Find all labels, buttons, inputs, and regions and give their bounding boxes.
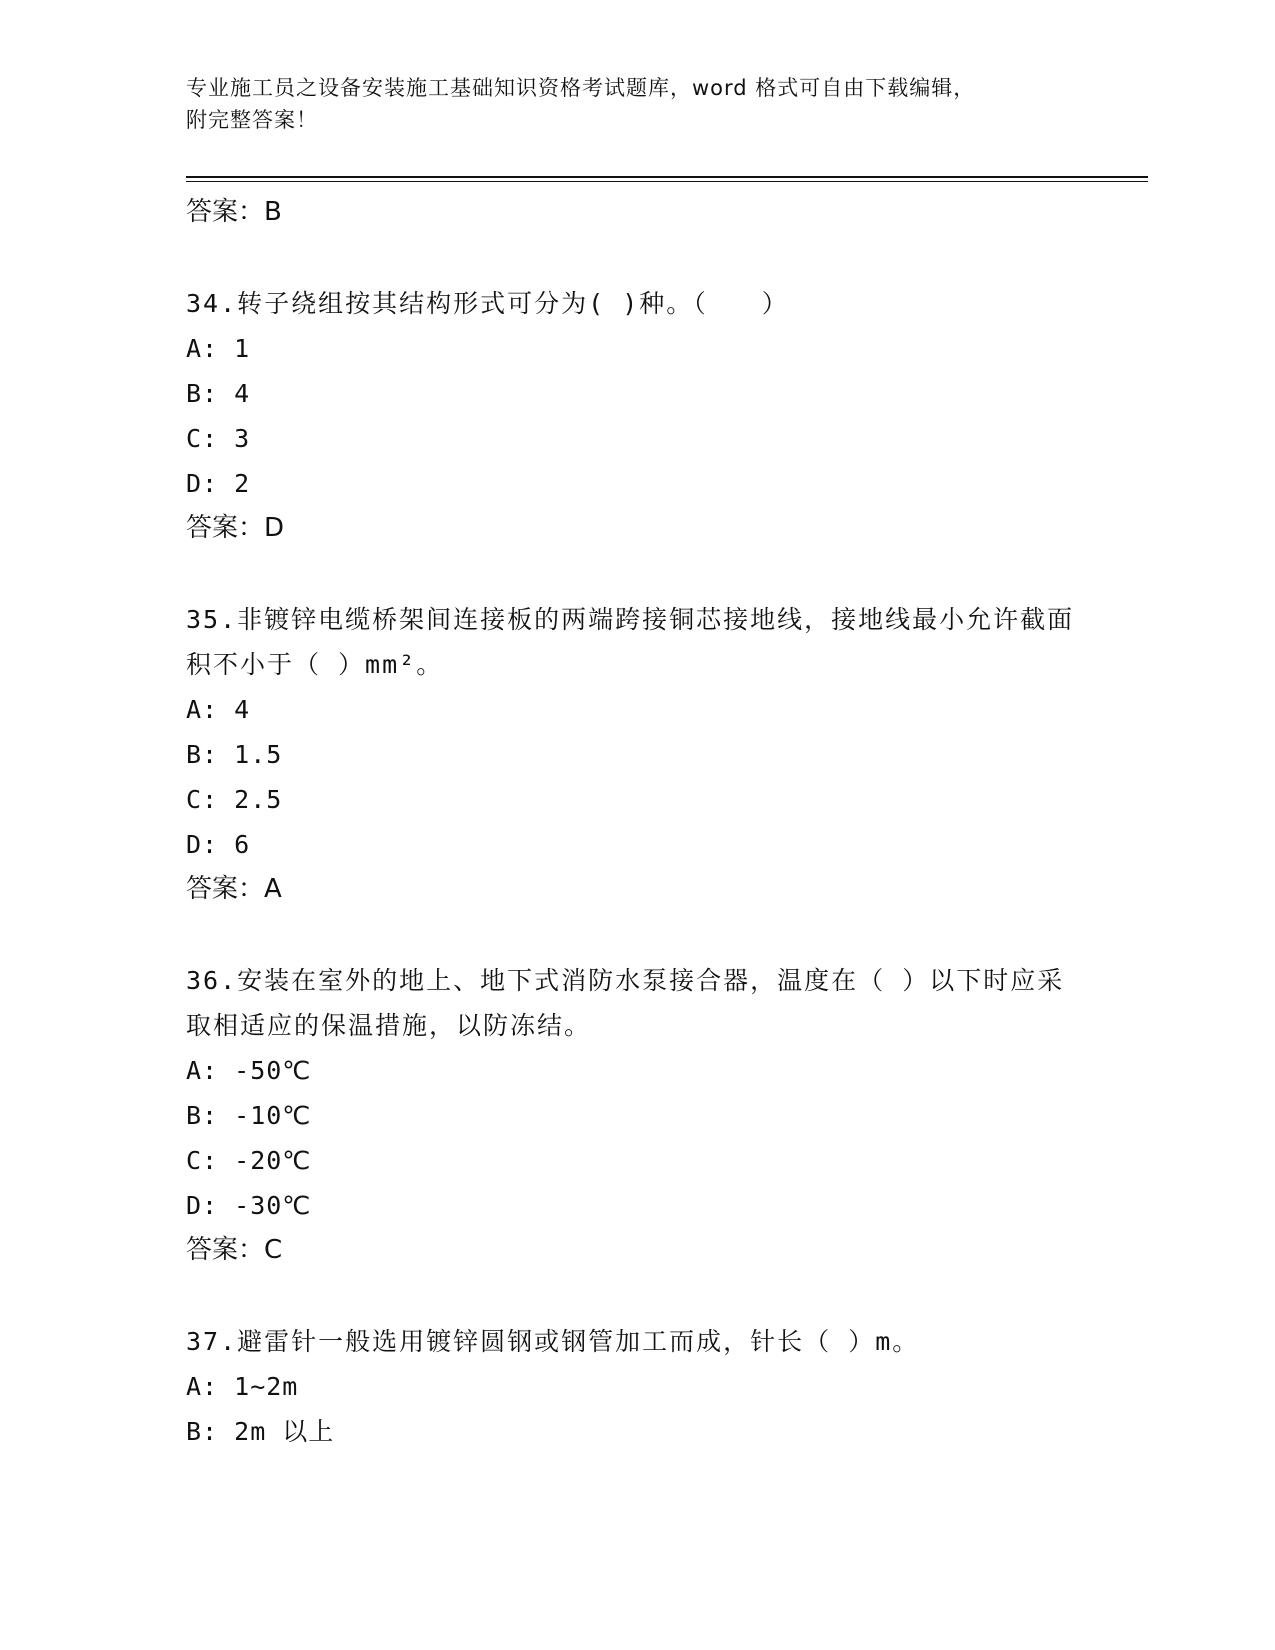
question-text: 34.转子绕组按其结构形式可分为( )种。（ ） [186, 289, 789, 318]
question-37 [186, 1319, 1086, 1454]
document-header [186, 72, 1086, 136]
answer-line: 答案：A [186, 874, 282, 904]
question-text: 35.非镀锌电缆桥架间连接板的两端跨接铜芯接地线，接地线最小允许截面积不小于（ ）mm²。 [186, 605, 1075, 679]
answer-line: 答案：D [186, 513, 285, 543]
question-list [186, 190, 1086, 1454]
header-line-2: 附完整答案！ [186, 108, 318, 132]
option-a: A: 1~2m [186, 1372, 299, 1401]
option-a: A: -50℃ [186, 1056, 312, 1085]
option-c: C: -20℃ [186, 1146, 312, 1175]
option-b: B: -10℃ [186, 1101, 312, 1130]
question-text: 37.避雷针一般选用镀锌圆钢或钢管加工而成，针长（ ）m。 [186, 1327, 920, 1356]
option-d: D: 2 [186, 469, 251, 498]
option-b: B: 4 [186, 379, 251, 408]
answer-line: 答案：C [186, 1235, 283, 1265]
option-d: D: 6 [186, 830, 251, 859]
question-34 [186, 281, 1086, 550]
header-line-1: 专业施工员之设备安装施工基础知识资格考试题库，word 格式可自由下载编辑， [186, 76, 976, 100]
question-35 [186, 597, 1086, 911]
question-text: 36.安装在室外的地上、地下式消防水泵接合器，温度在（ ）以下时应采取相适应的保温措施，以防冻结。 [186, 966, 1065, 1040]
answer-line: 答案：B [186, 197, 282, 227]
option-a: A: 4 [186, 695, 251, 724]
option-d: D: -30℃ [186, 1191, 312, 1220]
question-36 [186, 958, 1086, 1272]
option-c: C: 3 [186, 424, 251, 453]
option-c: C: 2.5 [186, 785, 283, 814]
option-b: B: 2m 以上 [186, 1417, 335, 1446]
header-divider-thin [186, 181, 1148, 182]
option-b: B: 1.5 [186, 740, 283, 769]
header-divider-thick [186, 176, 1148, 178]
option-a: A: 1 [186, 334, 251, 363]
